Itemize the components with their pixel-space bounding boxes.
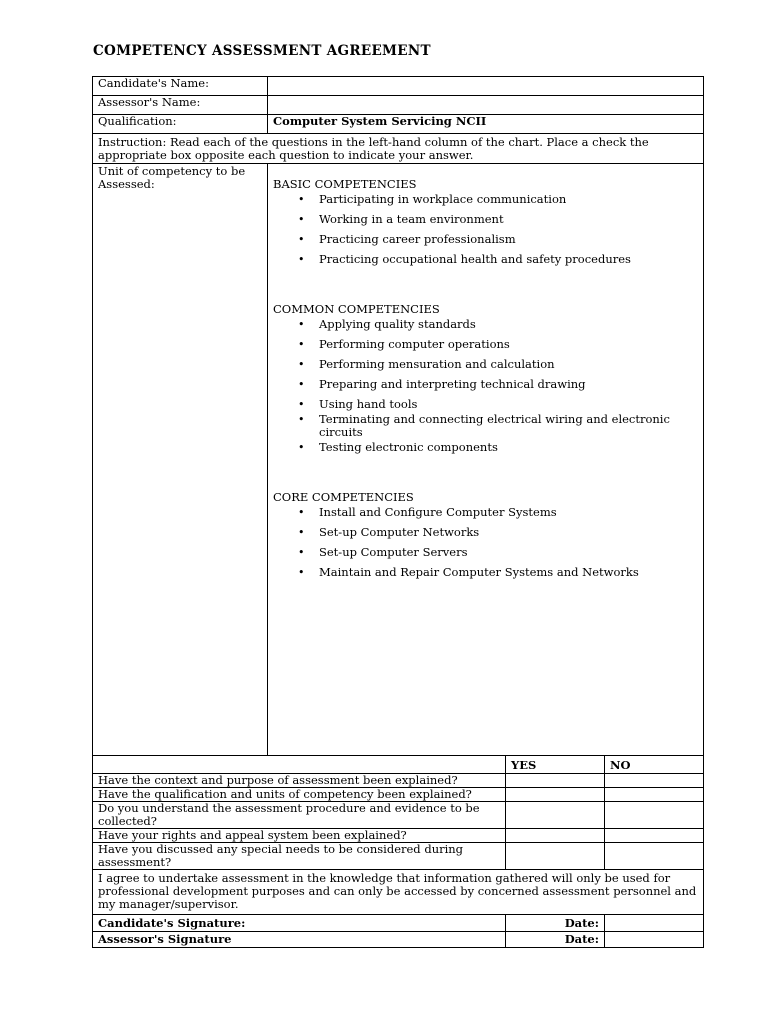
- list-item: • Using hand tools: [295, 398, 698, 411]
- qualification-row: [93, 115, 704, 134]
- competency-list-cell: [268, 164, 704, 756]
- yes-checkbox[interactable]: [506, 843, 605, 870]
- list-item: • Maintain and Repair Computer Systems and Networks: [295, 566, 698, 579]
- question-text: Have the context and purpose of assessment been explained?: [93, 774, 506, 788]
- common-competencies-list: [295, 318, 698, 454]
- list-item: • Practicing occupational health and safety procedures: [295, 253, 698, 266]
- candidate-date-label: Date:: [506, 915, 605, 932]
- candidate-date-field[interactable]: [605, 915, 704, 932]
- assessor-name-label: Assessor's Name:: [93, 96, 268, 115]
- list-item: • Preparing and interpreting technical drawing: [295, 378, 698, 391]
- no-checkbox[interactable]: [605, 788, 704, 802]
- blank-header-cell: [93, 756, 506, 774]
- list-item: • Applying quality standards: [295, 318, 698, 331]
- qualification-label: Qualification:: [93, 115, 268, 134]
- question-text: Have you discussed any special needs to be considered during assessment?: [93, 843, 506, 870]
- list-item: • Set-up Computer Networks: [295, 526, 698, 539]
- assessment-form-table: [92, 76, 704, 948]
- candidate-name-row: [93, 77, 704, 96]
- candidate-name-field[interactable]: [268, 77, 704, 96]
- core-competencies-heading: CORE COMPETENCIES: [273, 490, 414, 504]
- question-row: [93, 829, 704, 843]
- question-row: [93, 802, 704, 829]
- question-text: Have your rights and appeal system been explained?: [93, 829, 506, 843]
- question-row: [93, 788, 704, 802]
- instruction-row: [93, 134, 704, 164]
- list-item: • Working in a team environment: [295, 213, 698, 226]
- list-item: • Practicing career professionalism: [295, 233, 698, 246]
- qualification-value: Computer System Servicing NCII: [268, 115, 704, 134]
- yes-no-header-row: [93, 756, 704, 774]
- agreement-text: I agree to undertake assessment in the knowledge that information gathered will only be used for professional development purposes and can only be accessed by concerned assessment personnel and my manager/supervisor.: [93, 870, 704, 915]
- assessor-date-field[interactable]: [605, 932, 704, 948]
- assessor-signature-label: Assessor's Signature: [93, 932, 506, 948]
- core-competencies-list: [295, 506, 698, 579]
- list-item: • Testing electronic components: [295, 441, 698, 454]
- basic-competencies-list: [295, 193, 698, 266]
- no-checkbox[interactable]: [605, 843, 704, 870]
- candidate-signature-label: Candidate's Signature:: [93, 915, 506, 932]
- assessor-name-row: [93, 96, 704, 115]
- no-checkbox[interactable]: [605, 829, 704, 843]
- no-checkbox[interactable]: [605, 774, 704, 788]
- assessor-date-label: Date:: [506, 932, 605, 948]
- assessor-name-field[interactable]: [268, 96, 704, 115]
- list-item: • Performing computer operations: [295, 338, 698, 351]
- unit-row: [93, 164, 704, 756]
- list-item: • Install and Configure Computer Systems: [295, 506, 698, 519]
- yes-checkbox[interactable]: [506, 788, 605, 802]
- list-item: • Performing mensuration and calculation: [295, 358, 698, 371]
- question-text: Have the qualification and units of competency been explained?: [93, 788, 506, 802]
- yes-checkbox[interactable]: [506, 802, 605, 829]
- assessor-signature-row: [93, 932, 704, 948]
- question-text: Do you understand the assessment procedure and evidence to be collected?: [93, 802, 506, 829]
- question-row: [93, 774, 704, 788]
- unit-label: Unit of competency to be Assessed:: [93, 164, 268, 756]
- list-item: • Set-up Computer Servers: [295, 546, 698, 559]
- document-title: COMPETENCY ASSESSMENT AGREEMENT: [93, 43, 431, 59]
- question-row: [93, 843, 704, 870]
- candidate-signature-row: [93, 915, 704, 932]
- no-checkbox[interactable]: [605, 802, 704, 829]
- instruction-text: Instruction: Read each of the questions in the left-hand column of the chart. Place a check the appropriate box opposite each question to indicate your answer.: [93, 134, 704, 164]
- list-item: • Participating in workplace communication: [295, 193, 698, 206]
- yes-column-header: YES: [506, 756, 605, 774]
- common-competencies-heading: COMMON COMPETENCIES: [273, 302, 440, 316]
- no-column-header: NO: [605, 756, 704, 774]
- agreement-row: [93, 870, 704, 915]
- basic-competencies-heading: BASIC COMPETENCIES: [273, 177, 417, 191]
- yes-checkbox[interactable]: [506, 774, 605, 788]
- list-item: • Terminating and connecting electrical wiring and electronic circuits: [295, 413, 698, 439]
- yes-checkbox[interactable]: [506, 829, 605, 843]
- candidate-name-label: Candidate's Name:: [93, 77, 268, 96]
